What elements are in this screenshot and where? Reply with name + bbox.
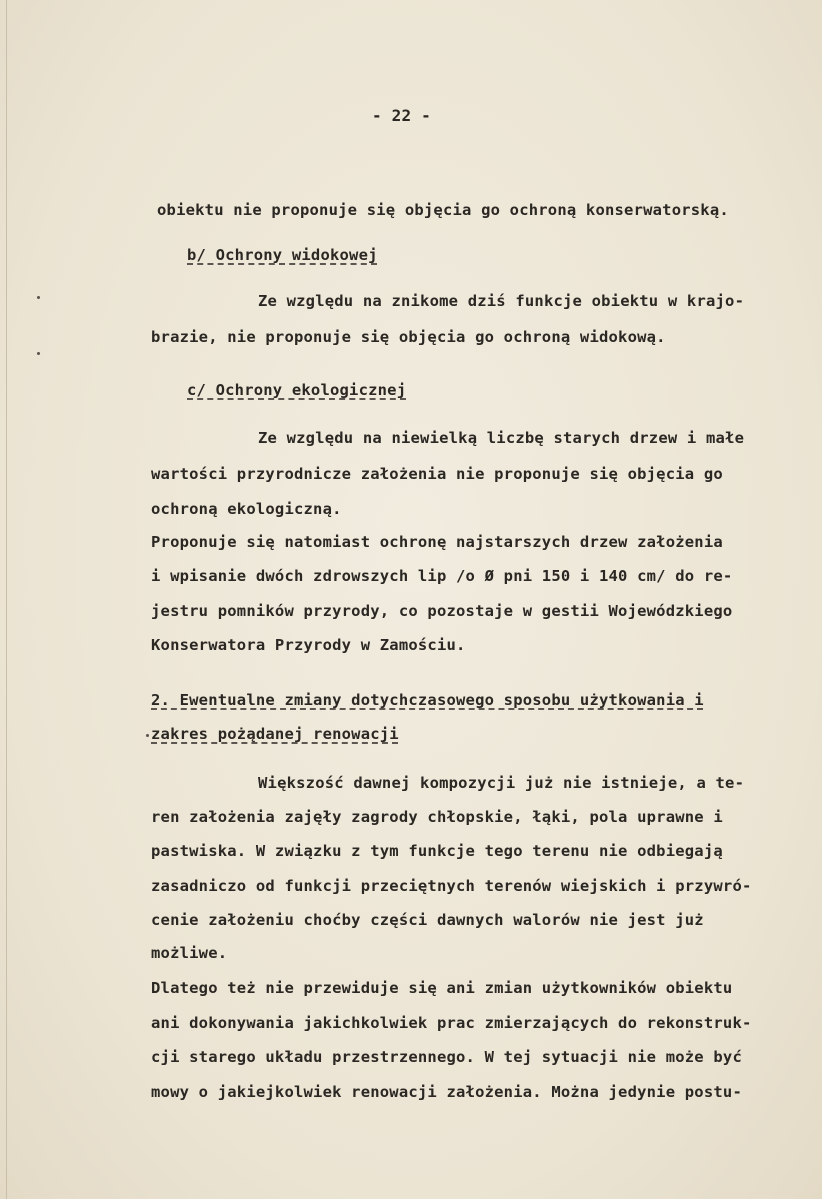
section-heading-2: 2. Ewentualne zmiany dotychczasowego sposobu użytkowania i [151,691,704,709]
text-line: Ze względu na znikome dziś funkcje obiektu w krajo- [258,292,745,310]
margin-mark [146,734,149,737]
text-line: brazie, nie proponuje się objęcia go ochroną widokową. [151,328,666,346]
text-line: Dlatego też nie przewiduje się ani zmian użytkowników obiektu [151,979,733,997]
text-line: jestru pomników przyrody, co pozostaje w gestii Wojewódzkiego [151,602,733,620]
text-line: Konserwatora Przyrody w Zamościu. [151,636,466,654]
text-line: ani dokonywania jakichkolwiek prac zmierzających do rekonstruk- [151,1014,752,1032]
section-heading-2-cont: zakres pożądanej renowacji [151,725,399,743]
text-line: mowy o jakiejkolwiek renowacji założenia. Można jedynie postu- [151,1083,742,1101]
text-line: ren założenia zajęły zagrody chłopskie, łąki, pola uprawne i [151,808,723,826]
text-line: cji starego układu przestrzennego. W tej sytuacji nie może być [151,1048,742,1066]
page-edge-line [6,0,7,1199]
text-line: cenie założeniu choćby części dawnych walorów nie jest już [151,911,704,929]
text-line: Ze względu na niewielką liczbę starych drzew i małe [258,429,745,447]
text-line: możliwe. [151,944,228,962]
margin-mark [37,352,40,355]
text-line: obiektu nie proponuje się objęcia go ochroną konserwatorską. [157,201,729,219]
text-line: Większość dawnej kompozycji już nie istnieje, a te- [258,774,745,792]
page-number: - 22 - [372,106,431,125]
text-line: ochroną ekologiczną. [151,500,342,518]
text-line: Proponuje się natomiast ochronę najstarszych drzew założenia [151,533,723,551]
margin-mark [37,296,40,299]
text-line: wartości przyrodnicze założenia nie proponuje się objęcia go [151,465,723,483]
subsection-heading-b: b/ Ochrony widokowej [187,246,378,264]
text-line: pastwiska. W związku z tym funkcje tego terenu nie odbiegają [151,842,723,860]
text-line: i wpisanie dwóch zdrowszych lip /o Ø pni 150 i 140 cm/ do re- [151,567,733,585]
text-line: zasadniczo od funkcji przeciętnych terenów wiejskich i przywró- [151,877,752,895]
subsection-heading-c: c/ Ochrony ekologicznej [187,381,407,399]
